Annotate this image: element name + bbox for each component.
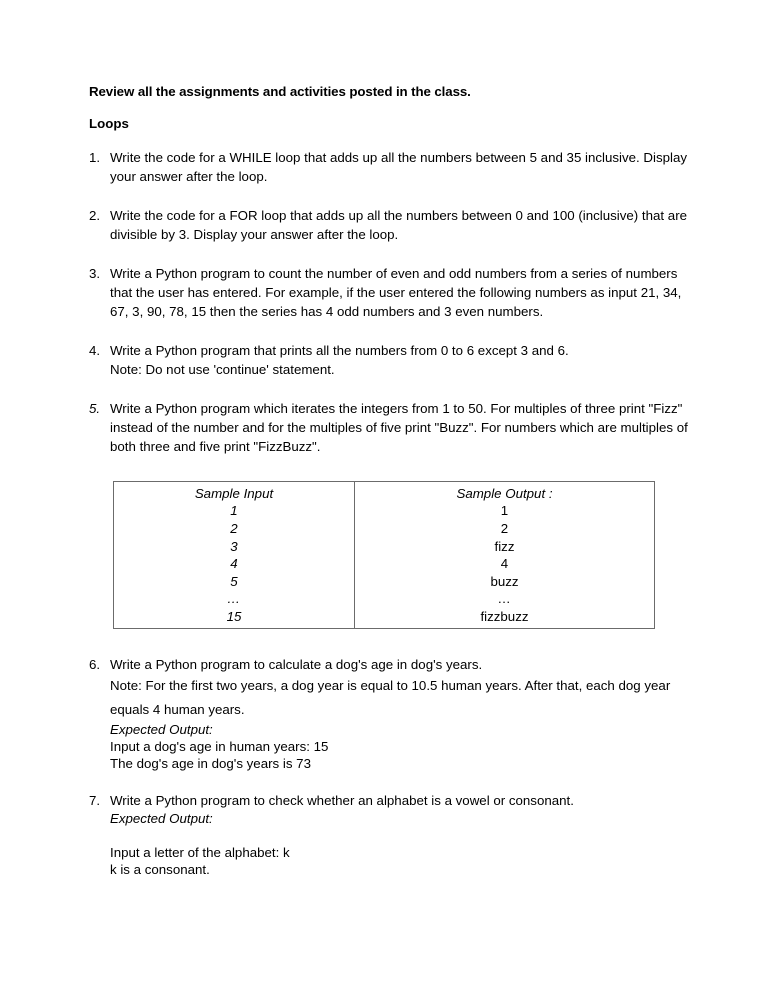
task-item-2 bbox=[89, 206, 699, 245]
task-text: Write the code for a FOR loop that adds up all the numbers between 0 and 100 (inclusive) that are divisible by 3. Display your answer after the loop. bbox=[110, 207, 688, 243]
expected-output-line: Input a letter of the alphabet: k bbox=[110, 845, 290, 861]
task-item-3 bbox=[89, 264, 699, 322]
sample-output-value: 1 bbox=[500, 503, 509, 519]
task-item-1 bbox=[89, 148, 699, 187]
expected-output-line: The dog's age in dog's years is 73 bbox=[110, 756, 311, 772]
task-body bbox=[110, 399, 699, 457]
task-item-6 bbox=[89, 655, 699, 772]
expected-output-label: Expected Output: bbox=[110, 811, 213, 827]
sample-io-table-wrapper bbox=[113, 481, 699, 629]
task-note: Note: Do not use 'continue' statement. bbox=[110, 362, 335, 378]
task-body bbox=[110, 655, 699, 772]
sample-input-value: 1 bbox=[230, 503, 238, 519]
task-marker: 4. bbox=[89, 342, 101, 358]
task-body bbox=[110, 341, 699, 380]
task-list bbox=[89, 148, 699, 457]
sample-input-value: 2 bbox=[230, 521, 238, 537]
task-item-4 bbox=[89, 341, 699, 380]
task-body bbox=[110, 206, 699, 245]
column-header-sample-output: Sample Output : bbox=[456, 485, 553, 501]
task-marker: 5. bbox=[89, 400, 101, 416]
sample-output-value: fizz bbox=[494, 538, 515, 554]
task-marker: 3. bbox=[89, 265, 101, 281]
task-text: Write a Python program to check whether an alphabet is a vowel or consonant. bbox=[110, 793, 574, 809]
sample-input-value: 15 bbox=[226, 609, 242, 625]
sample-output-ellipsis: … bbox=[497, 591, 512, 607]
expected-output-line: Input a dog's age in human years: 15 bbox=[110, 739, 329, 755]
task-marker: 1. bbox=[89, 150, 101, 165]
task-body bbox=[110, 148, 699, 187]
task-text: Write a Python program to calculate a dog's age in dog's years. bbox=[110, 656, 483, 672]
task-item-5 bbox=[89, 399, 699, 457]
task-body bbox=[110, 264, 699, 322]
sample-input-value: 4 bbox=[230, 556, 238, 572]
page-title: Review all the assignments and activities posted in the class. bbox=[89, 84, 471, 99]
task-note: Note: For the first two years, a dog year is equal to 10.5 human years. After that, each dog year equals 4 human years. bbox=[110, 678, 671, 717]
task-marker: 7. bbox=[89, 793, 101, 809]
task-marker: 6. bbox=[89, 656, 101, 672]
column-header-sample-input: Sample Input bbox=[194, 485, 274, 501]
sample-input-ellipsis: … bbox=[226, 591, 242, 607]
task-list-continued bbox=[89, 655, 699, 879]
table-row bbox=[114, 481, 655, 628]
sample-input-value: 3 bbox=[230, 538, 238, 554]
task-body bbox=[110, 791, 699, 878]
sample-output-stack bbox=[355, 482, 654, 628]
sample-output-value: fizzbuzz bbox=[480, 609, 529, 625]
sample-input-stack bbox=[114, 482, 354, 628]
sample-io-table bbox=[113, 481, 655, 629]
sample-output-value: buzz bbox=[490, 573, 519, 589]
blank-line-spacer bbox=[110, 827, 699, 844]
sample-output-value: 2 bbox=[500, 521, 509, 537]
task-text: Write a Python program which iterates the integers from 1 to 50. For multiples of three print "Fizz" instead of the number and for the multiples of five print "Buzz". For numbers which are multiples of both three and five print "FizzBuzz". bbox=[110, 400, 688, 455]
task-text: Write a Python program that prints all the numbers from 0 to 6 except 3 and 6. bbox=[110, 342, 569, 358]
sample-output-value: 4 bbox=[500, 556, 509, 572]
task-item-7 bbox=[89, 791, 699, 878]
table-cell-sample-output bbox=[355, 481, 655, 628]
task-marker: 2. bbox=[89, 207, 101, 223]
section-heading-loops: Loops bbox=[89, 116, 129, 131]
task-text: Write the code for a WHILE loop that adds up all the numbers between 5 and 35 inclusive. Display your answer after the loop. bbox=[110, 150, 688, 185]
sample-input-value: 5 bbox=[230, 573, 238, 589]
expected-output-line: k is a consonant. bbox=[110, 862, 210, 878]
document-content bbox=[89, 84, 699, 897]
table-cell-sample-input bbox=[114, 481, 355, 628]
expected-output-label: Expected Output: bbox=[110, 722, 213, 738]
task-text: Write a Python program to count the number of even and odd numbers from a series of numbers that the user has entered. For example, if the user entered the following numbers as input 21, 34, 67, 3, 90, 78, 15 then the series has 4 odd numbers and 3 even numbers. bbox=[110, 265, 682, 320]
